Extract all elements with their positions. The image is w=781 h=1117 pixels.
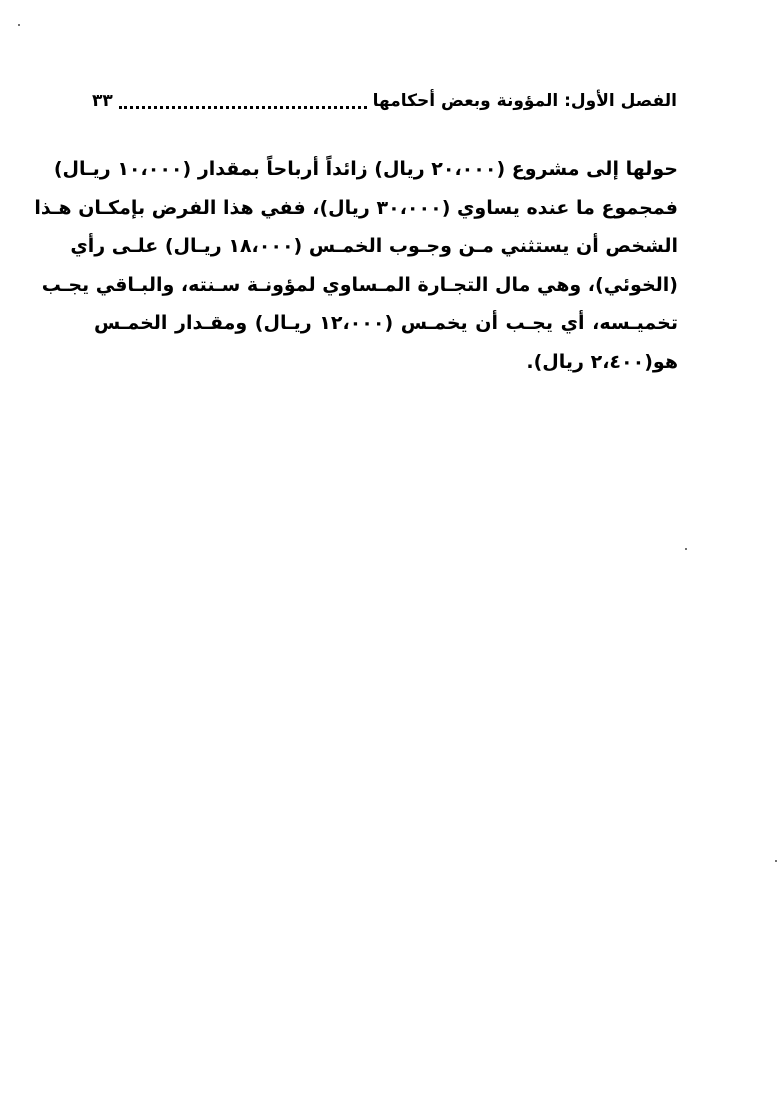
- paragraph-line: (الخوئي)، وهي مال التجـارة المـساوي لمؤونـة سـنته، والبـاقي يجـب: [41, 273, 678, 296]
- scan-speck: [18, 24, 20, 26]
- body-paragraph: [34, 150, 678, 381]
- paragraph-line: الشخص أن يستثني مـن وجـوب الخمـس (١٨،٠٠٠ ريـال) علـى رأي: [70, 235, 678, 257]
- running-header: [92, 86, 677, 116]
- paragraph-line: تخميـسه، أي يجـب أن يخمـس (١٢،٠٠٠ ريـال) ومقـدار الخمـس: [94, 312, 678, 334]
- paragraph-line: فمجموع ما عنده يساوي (٣٠،٠٠٠ ريال)، ففي هذا الفرض بإمكـان هـذا: [34, 196, 678, 219]
- page-number: ٣٣: [92, 91, 113, 111]
- scan-speck: [685, 548, 687, 550]
- dotted-leader: [119, 104, 367, 109]
- chapter-title: الفصل الأول: المؤونة وبعض أحكامها: [372, 91, 677, 111]
- scan-speck: [775, 860, 777, 862]
- paragraph-line: حولها إلى مشروع (٢٠،٠٠٠ ريال) زائداً أرباحاً بمقدار (١٠،٠٠٠ ريـال): [53, 158, 678, 180]
- paragraph-line: هو(٢،٤٠٠ ريال).: [526, 350, 678, 373]
